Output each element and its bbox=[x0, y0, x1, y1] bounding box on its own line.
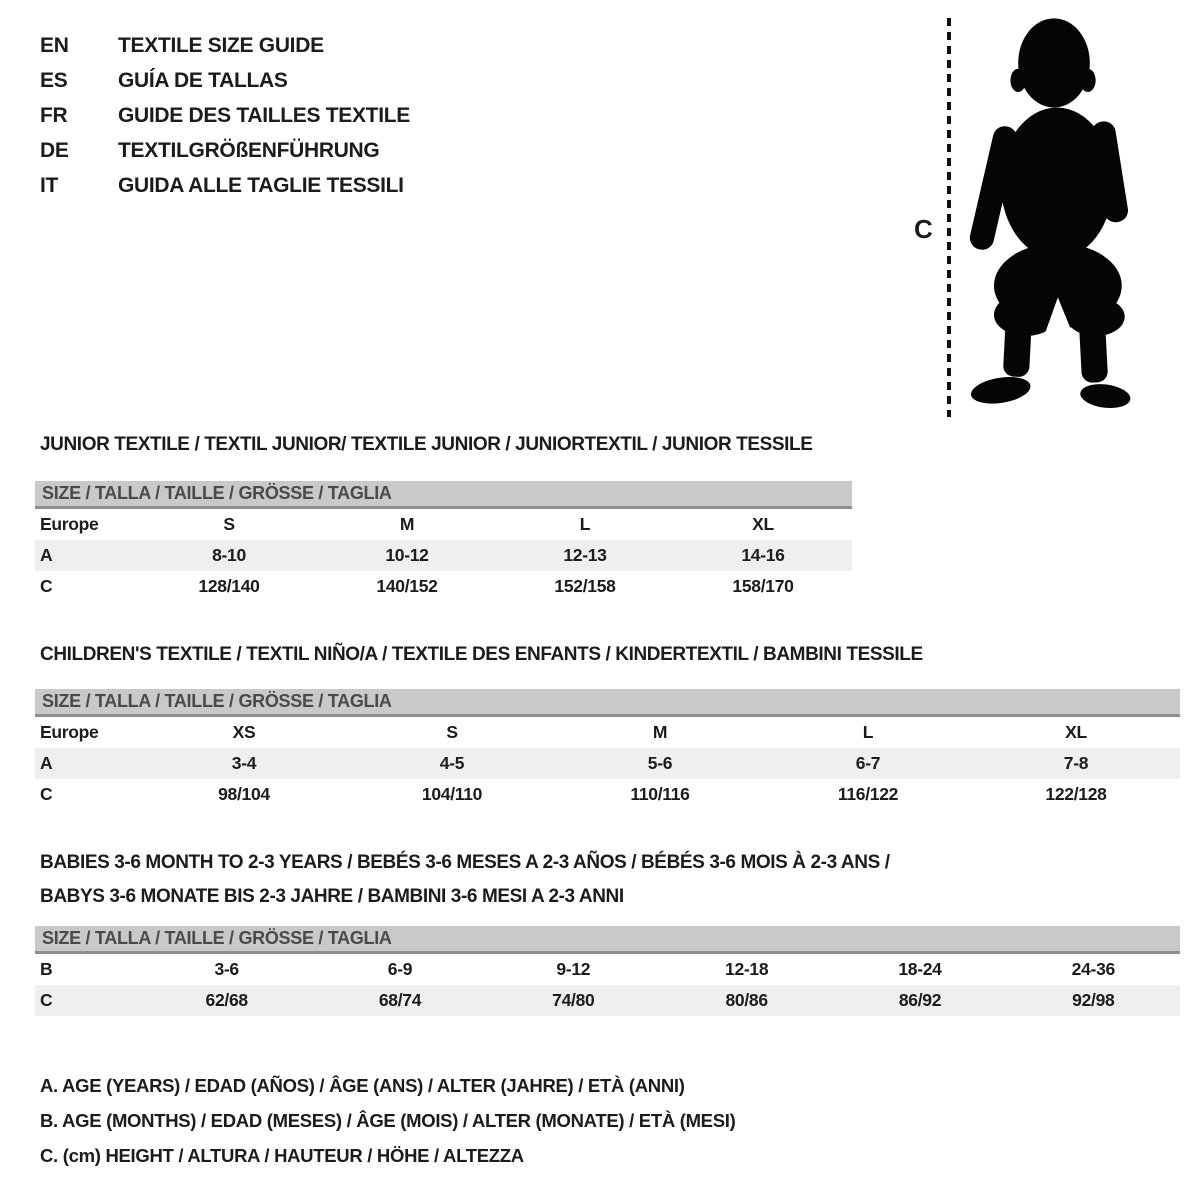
table-row-height bbox=[35, 571, 852, 602]
table-cell: S bbox=[446, 722, 458, 742]
table-cell: L bbox=[579, 514, 591, 534]
table-row-height bbox=[35, 779, 1180, 810]
table-cell: 140/152 bbox=[376, 576, 438, 596]
language-code: DE bbox=[40, 138, 69, 162]
row-label: A bbox=[40, 545, 53, 565]
table-row-age-months bbox=[35, 954, 1180, 985]
legend-line-c: C. (cm) HEIGHT / ALTURA / HAUTEUR / HÖHE / ALTEZZA bbox=[40, 1145, 524, 1166]
table-cell: 116/122 bbox=[837, 784, 899, 804]
table-cell: 12-18 bbox=[725, 959, 769, 979]
table-cell: 5-6 bbox=[647, 753, 673, 773]
height-measure-label: C bbox=[914, 214, 933, 244]
babies-section-title bbox=[40, 846, 1000, 914]
junior-section-title: JUNIOR TEXTILE / TEXTIL JUNIOR/ TEXTILE JUNIOR / JUNIORTEXTIL / JUNIOR TESSILE bbox=[40, 434, 813, 455]
language-title: GUÍA DE TALLAS bbox=[118, 68, 288, 92]
table-cell: 12-13 bbox=[563, 545, 607, 565]
table-cell: XL bbox=[752, 514, 774, 534]
children-size-table bbox=[35, 689, 1180, 810]
table-cell: 80/86 bbox=[725, 990, 768, 1010]
measurement-legend bbox=[40, 1068, 735, 1173]
babies-size-table bbox=[35, 926, 1180, 1016]
table-cell: 86/92 bbox=[898, 990, 942, 1010]
legend-line-a: A. AGE (YEARS) / EDAD (AÑOS) / ÂGE (ANS) / ALTER (JAHRE) / ETÀ (ANNI) bbox=[40, 1075, 685, 1096]
language-list bbox=[40, 28, 410, 203]
table-cell: 7-8 bbox=[1063, 753, 1089, 773]
table-row-height bbox=[35, 985, 1180, 1016]
language-row-en bbox=[40, 28, 410, 63]
table-cell: XL bbox=[1065, 722, 1087, 742]
table-cell: 6-7 bbox=[855, 753, 881, 773]
table-cell: 6-9 bbox=[387, 959, 413, 979]
language-code: EN bbox=[40, 33, 69, 57]
row-label: C bbox=[40, 990, 53, 1010]
language-title: GUIDA ALLE TAGLIE TESSILI bbox=[118, 173, 404, 197]
children-section-title: CHILDREN'S TEXTILE / TEXTIL NIÑO/A / TEXTILE DES ENFANTS / KINDERTEXTIL / BAMBINI TESSILE bbox=[40, 644, 923, 665]
language-code: FR bbox=[40, 103, 68, 127]
language-title: TEXTILGRÖßENFÜHRUNG bbox=[118, 138, 380, 162]
row-label: C bbox=[40, 784, 53, 804]
language-code: IT bbox=[40, 173, 59, 197]
table-cell: 4-5 bbox=[439, 753, 465, 773]
table-row-europe bbox=[35, 717, 1180, 748]
table-cell: 128/140 bbox=[198, 576, 260, 596]
size-header-bar: SIZE / TALLA / TAILLE / GRÖSSE / TAGLIA bbox=[35, 481, 852, 509]
junior-size-table bbox=[35, 481, 852, 602]
row-label: C bbox=[40, 576, 53, 596]
table-cell: M bbox=[399, 514, 415, 534]
table-cell: M bbox=[652, 722, 668, 742]
table-cell: 14-16 bbox=[741, 545, 785, 565]
language-row-es bbox=[40, 63, 410, 98]
table-cell: S bbox=[223, 514, 235, 534]
row-label: Europe bbox=[40, 722, 99, 742]
table-cell: 3-6 bbox=[214, 959, 239, 979]
toddler-silhouette-icon bbox=[962, 12, 1146, 418]
table-cell: 18-24 bbox=[898, 959, 942, 979]
table-row-age bbox=[35, 540, 852, 571]
table-row-age bbox=[35, 748, 1180, 779]
size-header-bar: SIZE / TALLA / TAILLE / GRÖSSE / TAGLIA bbox=[35, 689, 1180, 717]
table-cell: 152/158 bbox=[554, 576, 616, 596]
table-cell: 8-10 bbox=[212, 545, 246, 565]
table-cell: 68/74 bbox=[378, 990, 422, 1010]
height-measure-dashed-line bbox=[947, 18, 951, 417]
row-label: A bbox=[40, 753, 53, 773]
babies-title-line-1: BABIES 3-6 MONTH TO 2-3 YEARS / BEBÉS 3-6 MESES A 2-3 AÑOS / BÉBÉS 3-6 MOIS À 2-3 ANS / bbox=[40, 852, 890, 873]
table-cell: 110/116 bbox=[630, 784, 690, 804]
row-label: Europe bbox=[40, 514, 99, 534]
table-cell: 122/128 bbox=[1045, 784, 1107, 804]
table-cell: 158/170 bbox=[732, 576, 794, 596]
language-row-fr bbox=[40, 98, 410, 133]
size-header-bar: SIZE / TALLA / TAILLE / GRÖSSE / TAGLIA bbox=[35, 926, 1180, 954]
table-row-europe bbox=[35, 509, 852, 540]
table-cell: L bbox=[862, 722, 874, 742]
table-cell: XS bbox=[232, 722, 256, 742]
table-cell: 9-12 bbox=[556, 959, 591, 979]
table-cell: 24-36 bbox=[1071, 959, 1115, 979]
babies-title-line-2: BABYS 3-6 MONATE BIS 2-3 JAHRE / BAMBINI 3-6 MESI A 2-3 ANNI bbox=[40, 886, 624, 907]
table-cell: 10-12 bbox=[385, 545, 429, 565]
language-title: TEXTILE SIZE GUIDE bbox=[118, 33, 324, 57]
language-row-de bbox=[40, 133, 410, 168]
row-label: B bbox=[40, 959, 53, 979]
table-cell: 98/104 bbox=[218, 784, 270, 804]
table-cell: 62/68 bbox=[205, 990, 248, 1010]
table-cell: 92/98 bbox=[1072, 990, 1115, 1010]
table-cell: 3-4 bbox=[231, 753, 257, 773]
language-title: GUIDE DES TAILLES TEXTILE bbox=[118, 103, 410, 127]
language-row-it bbox=[40, 168, 410, 203]
language-code: ES bbox=[40, 68, 68, 92]
legend-line-b: B. AGE (MONTHS) / EDAD (MESES) / ÂGE (MOIS) / ALTER (MONATE) / ETÀ (MESI) bbox=[40, 1110, 736, 1131]
table-cell: 104/110 bbox=[421, 784, 483, 804]
table-cell: 74/80 bbox=[552, 990, 595, 1010]
